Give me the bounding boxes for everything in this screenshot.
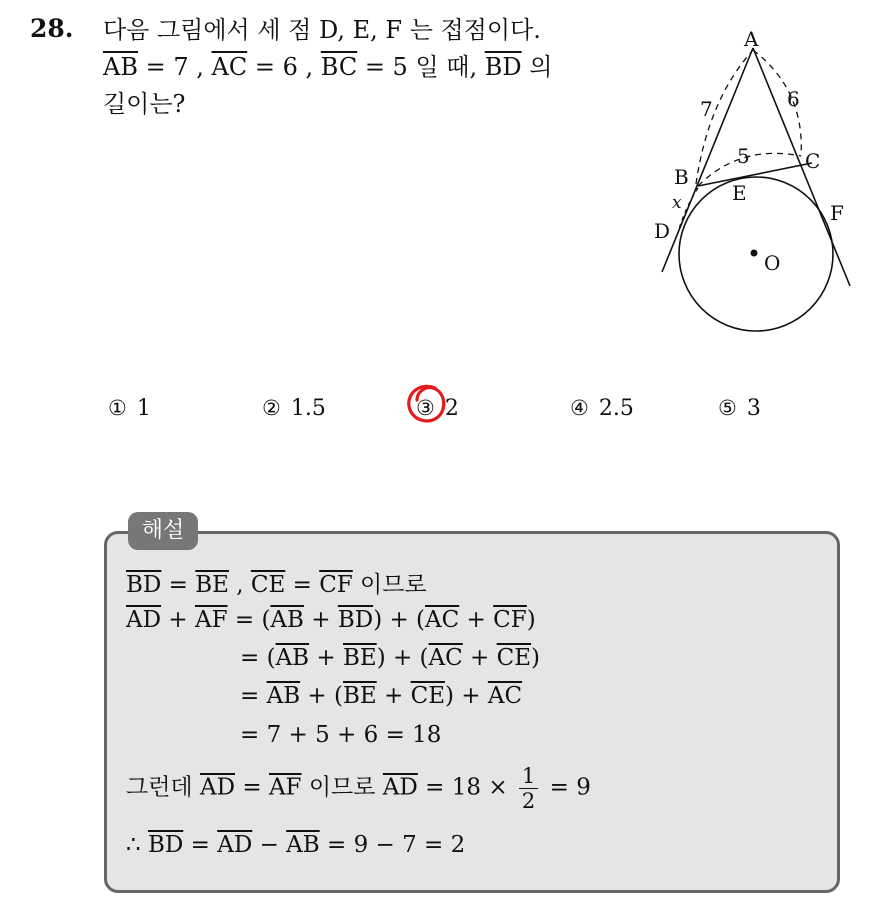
therefore-symbol: ∴ bbox=[126, 832, 148, 858]
sol-l3-c: $\overline{AC}$ bbox=[428, 645, 463, 671]
choice-5-value: 3 bbox=[746, 396, 761, 421]
sol-l6-a: $\overline{AD}$ bbox=[199, 774, 236, 801]
fraction-one-half bbox=[519, 764, 538, 813]
sol-l6-mid: 이므로 bbox=[301, 774, 383, 801]
solution-line-2 bbox=[126, 607, 536, 633]
sol-l3-eq: = ( bbox=[240, 645, 276, 671]
sol-l4-p3: ) + bbox=[444, 683, 488, 709]
sol-l2-mid: ) + ( bbox=[373, 607, 426, 633]
sol-l3-p2: + bbox=[462, 645, 497, 671]
choice-5-mark: ⑤ bbox=[718, 396, 737, 420]
sol-l7-a: $\overline{BD}$ bbox=[147, 832, 184, 858]
sol-l7-c: $\overline{AB}$ bbox=[286, 832, 320, 858]
label-six: 6 bbox=[787, 87, 800, 111]
segment-bd: $\overline{BD}$ bbox=[484, 53, 522, 81]
label-e: E bbox=[732, 181, 747, 205]
sol-l4-p: + ( bbox=[300, 683, 343, 709]
choice-4-mark: ④ bbox=[570, 396, 589, 420]
sol-l7-end: = 9 − 7 = 2 bbox=[319, 832, 466, 858]
choice-1-mark: ① bbox=[108, 396, 127, 420]
sol-l6-pre: 그런데 bbox=[126, 774, 200, 801]
segment-ab: $\overline{AB}$ bbox=[103, 53, 138, 81]
bc-value: = 5 일 때, bbox=[357, 53, 485, 81]
choice-2-mark: ② bbox=[262, 396, 281, 420]
sol-l3-mid: ) + ( bbox=[376, 645, 429, 671]
solution-line-4 bbox=[240, 683, 522, 709]
answer-choices bbox=[108, 392, 808, 432]
sol-l7-b: $\overline{AD}$ bbox=[217, 832, 253, 858]
label-f: F bbox=[830, 201, 844, 225]
choice-3-value: 2 bbox=[444, 396, 459, 421]
sol-l6-eq2: = 18 × bbox=[417, 774, 515, 801]
sol-l6-b: $\overline{AF}$ bbox=[268, 774, 302, 801]
label-o: O bbox=[764, 251, 781, 275]
sol-l1-eq2: = bbox=[285, 572, 320, 598]
sol-l4-p2: + bbox=[376, 683, 411, 709]
ac-value: = 6 , bbox=[247, 53, 321, 81]
sol-l1-sep: , bbox=[228, 572, 251, 598]
line2-tail: 의 bbox=[521, 53, 553, 81]
question-text bbox=[103, 12, 643, 123]
sol-l3-p: + bbox=[309, 645, 343, 671]
choice-1[interactable] bbox=[108, 396, 151, 421]
sol-l3-a: $\overline{AB}$ bbox=[275, 645, 310, 671]
sol-l7-eq: = bbox=[183, 832, 218, 858]
sol-l1-c: $\overline{CE}$ bbox=[250, 572, 286, 598]
label-c: C bbox=[805, 149, 821, 173]
solution-line-5: = 7 + 5 + 6 = 18 bbox=[240, 722, 442, 748]
sol-l3-b: $\overline{BE}$ bbox=[342, 645, 377, 671]
segment-ac: $\overline{AC}$ bbox=[211, 53, 248, 81]
center-dot bbox=[751, 250, 758, 257]
sol-l2-b: $\overline{AF}$ bbox=[194, 607, 228, 633]
label-seven: 7 bbox=[700, 97, 713, 121]
solution-line-3 bbox=[240, 645, 540, 671]
sol-l2-p2: + bbox=[303, 607, 338, 633]
label-five: 5 bbox=[737, 144, 750, 168]
sol-l2-f: $\overline{CF}$ bbox=[493, 607, 527, 633]
sol-l4-b: $\overline{BE}$ bbox=[342, 683, 377, 709]
choice-2[interactable] bbox=[262, 396, 326, 421]
sol-l6-eq: = bbox=[235, 774, 269, 801]
sol-l2-eq: = ( bbox=[227, 607, 271, 633]
sol-l4-eq: = bbox=[240, 683, 267, 709]
sol-l4-a: $\overline{AB}$ bbox=[266, 683, 301, 709]
question-line-1: 다음 그림에서 세 점 D, E, F 는 접점이다. bbox=[103, 16, 541, 44]
label-d: D bbox=[654, 219, 671, 243]
sol-l7-minus: − bbox=[252, 832, 287, 858]
sol-l1-tail: 이므로 bbox=[352, 572, 427, 598]
ab-value: = 7 , bbox=[137, 53, 212, 81]
segment-bc: $\overline{BC}$ bbox=[320, 53, 358, 81]
geometry-figure bbox=[640, 20, 880, 360]
sol-l2-p3: + bbox=[459, 607, 494, 633]
choice-1-value: 1 bbox=[136, 396, 151, 421]
choice-5[interactable] bbox=[718, 396, 761, 421]
choice-4-value: 2.5 bbox=[598, 396, 634, 421]
question-number: 28. bbox=[30, 14, 74, 43]
sol-l2-end: ) bbox=[526, 607, 536, 633]
question-line-3: 길이는? bbox=[103, 90, 186, 118]
sol-l2-d: $\overline{BD}$ bbox=[337, 607, 374, 633]
question-line-2 bbox=[103, 49, 643, 86]
sol-l2-c: $\overline{AB}$ bbox=[270, 607, 304, 633]
solution-line-6 bbox=[126, 764, 591, 813]
choice-2-value: 1.5 bbox=[290, 396, 326, 421]
sol-l4-d: $\overline{AC}$ bbox=[487, 683, 523, 709]
label-b: B bbox=[674, 165, 689, 189]
solution-tag: 해설 bbox=[128, 512, 198, 550]
choice-3-mark: ③ bbox=[416, 396, 435, 420]
sol-l1-d: $\overline{CF}$ bbox=[319, 572, 353, 598]
sol-l3-d: $\overline{CE}$ bbox=[496, 645, 532, 671]
sol-l1-b: $\overline{BE}$ bbox=[195, 572, 229, 598]
sol-l3-end: ) bbox=[531, 645, 541, 671]
sol-l6-end: = 9 bbox=[542, 774, 591, 801]
answer-circle-mark bbox=[405, 382, 447, 426]
sol-l2-a: $\overline{AD}$ bbox=[126, 607, 162, 633]
sol-l4-c: $\overline{CE}$ bbox=[410, 683, 445, 709]
fraction-denominator: 2 bbox=[521, 789, 536, 813]
fraction-numerator: 1 bbox=[519, 764, 538, 789]
solution-line-1 bbox=[126, 566, 427, 599]
sol-l6-c: $\overline{AD}$ bbox=[382, 774, 418, 801]
tangent-line-bc bbox=[698, 163, 812, 186]
label-x: x bbox=[672, 193, 682, 213]
sol-l1-eq: = bbox=[161, 572, 196, 598]
sol-l2-p: + bbox=[161, 607, 195, 633]
choice-4[interactable] bbox=[570, 396, 634, 421]
sol-l1-a: $\overline{BD}$ bbox=[126, 572, 162, 598]
solution-line-7 bbox=[126, 832, 465, 858]
sol-l2-e: $\overline{AC}$ bbox=[425, 607, 460, 633]
label-a: A bbox=[744, 27, 759, 51]
